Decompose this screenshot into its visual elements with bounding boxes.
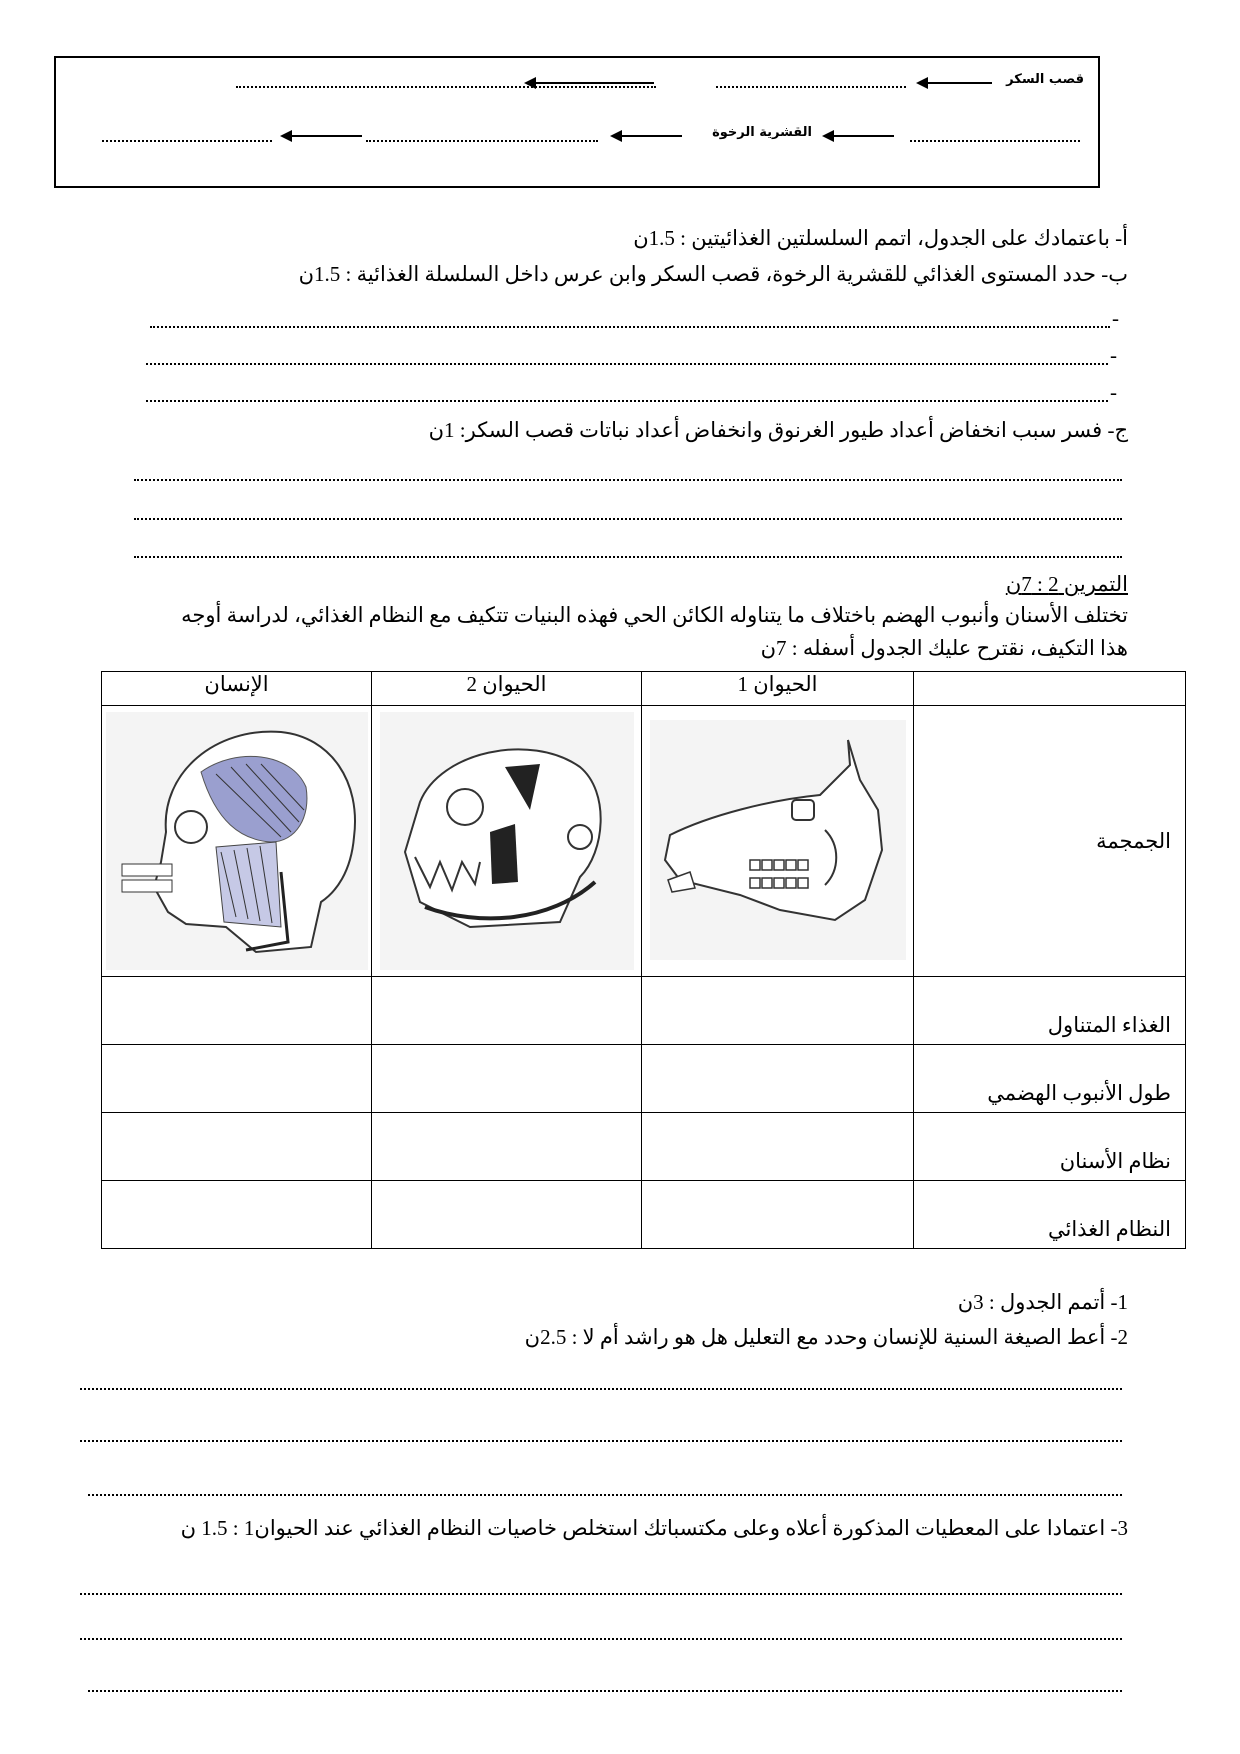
chain-arrow-4 <box>612 135 682 137</box>
header-animal-2: الحيوان 2 <box>372 672 642 706</box>
animal-1-skull-cell <box>642 706 914 977</box>
answer-line-3c[interactable] <box>88 1690 1122 1692</box>
chain-arrow-3 <box>824 135 894 137</box>
answer-line-c1[interactable] <box>134 479 1122 481</box>
answer-line-3b[interactable] <box>80 1638 1122 1640</box>
answer-line-2c[interactable] <box>88 1494 1122 1496</box>
cell-teeth-animal-1[interactable] <box>642 1113 914 1181</box>
exercise2-intro-line2: هذا التكيف، نقترح عليك الجدول أسفله : 7ن <box>760 636 1128 660</box>
row-label-food: الغذاء المتناول <box>914 977 1186 1045</box>
question-1: 1- أتمم الجدول : 3ن <box>957 1290 1128 1314</box>
chain-blank-2[interactable] <box>236 86 656 88</box>
animal-2-skull-cell <box>372 706 642 977</box>
human-skull-image <box>106 712 368 970</box>
cell-food-animal-1[interactable] <box>642 977 914 1045</box>
answer-line-2a[interactable] <box>80 1388 1122 1390</box>
answer-dash-b3: - <box>1110 380 1117 404</box>
exercise2-intro-line1: تختلف الأسنان وأنبوب الهضم باختلاف ما يتناوله الكائن الحي فهذه البنيات تتكيف مع النظام الغذائي، لدراسة أوجه <box>181 603 1128 627</box>
chain-blank-1[interactable] <box>716 86 906 88</box>
answer-line-b3[interactable] <box>146 400 1108 402</box>
question-a: أ- باعتمادك على الجدول، اتمم السلسلتين الغذائيتين : 1.5ن <box>633 226 1128 250</box>
cell-gut-length-animal-1[interactable] <box>642 1045 914 1113</box>
animal-2-skull-image <box>380 712 634 970</box>
human-skull-cell <box>102 706 372 977</box>
answer-line-b1[interactable] <box>150 326 1110 328</box>
answer-dash-b2: - <box>1110 343 1117 367</box>
chain-arrow-5 <box>282 135 362 137</box>
chain-arrow-1 <box>918 82 992 84</box>
cell-gut-length-human[interactable] <box>102 1045 372 1113</box>
animal-1-skull-image <box>650 720 906 960</box>
chain-arrow-2 <box>526 82 654 84</box>
chain-blank-3[interactable] <box>910 140 1080 142</box>
diet-adaptation-table <box>101 671 1186 1249</box>
row-label-skull: الجمجمة <box>914 706 1186 977</box>
answer-line-b2[interactable] <box>146 363 1108 365</box>
cell-food-animal-2[interactable] <box>372 977 642 1045</box>
row-label-gut-length: طول الأنبوب الهضمي <box>914 1045 1186 1113</box>
row-label-diet: النظام الغذائي <box>914 1181 1186 1249</box>
chain-label-sugarcane: قصب السكر <box>1006 72 1084 87</box>
chain-label-crustacean: القشرية الرخوة <box>712 125 812 140</box>
food-chain-box <box>54 56 1100 188</box>
question-b: ب- حدد المستوى الغذائي للقشرية الرخوة، قصب السكر وابن عرس داخل السلسلة الغذائية : 1.5ن <box>298 262 1128 286</box>
answer-dash-b1: - <box>1112 306 1119 330</box>
answer-line-c3[interactable] <box>134 556 1122 558</box>
answer-line-2b[interactable] <box>80 1440 1122 1442</box>
row-label-teeth: نظام الأسنان <box>914 1113 1186 1181</box>
exercise2-title: التمرين 2 : 7ن <box>1005 572 1128 596</box>
question-3: 3- اعتمادا على المعطيات المذكورة أعلاه وعلى مكتسباتك استخلص خاصيات النظام الغذائي عند الحيوان1 : 1.5 ن <box>180 1516 1128 1540</box>
cell-gut-length-animal-2[interactable] <box>372 1045 642 1113</box>
cell-teeth-animal-2[interactable] <box>372 1113 642 1181</box>
answer-line-c2[interactable] <box>134 518 1122 520</box>
header-human: الإنسان <box>102 672 372 706</box>
answer-line-3a[interactable] <box>80 1593 1122 1595</box>
chain-blank-4[interactable] <box>366 140 598 142</box>
cell-food-human[interactable] <box>102 977 372 1045</box>
question-c: ج- فسر سبب انخفاض أعداد طيور الغرنوق وانخفاض أعداد نباتات قصب السكر: 1ن <box>428 418 1128 442</box>
header-empty <box>914 672 1186 706</box>
cell-diet-animal-2[interactable] <box>372 1181 642 1249</box>
cell-diet-animal-1[interactable] <box>642 1181 914 1249</box>
cell-teeth-human[interactable] <box>102 1113 372 1181</box>
cell-diet-human[interactable] <box>102 1181 372 1249</box>
question-2: 2- أعط الصيغة السنية للإنسان وحدد مع التعليل هل هو راشد أم لا : 2.5ن <box>524 1325 1128 1349</box>
chain-blank-5[interactable] <box>102 140 272 142</box>
header-animal-1: الحيوان 1 <box>642 672 914 706</box>
